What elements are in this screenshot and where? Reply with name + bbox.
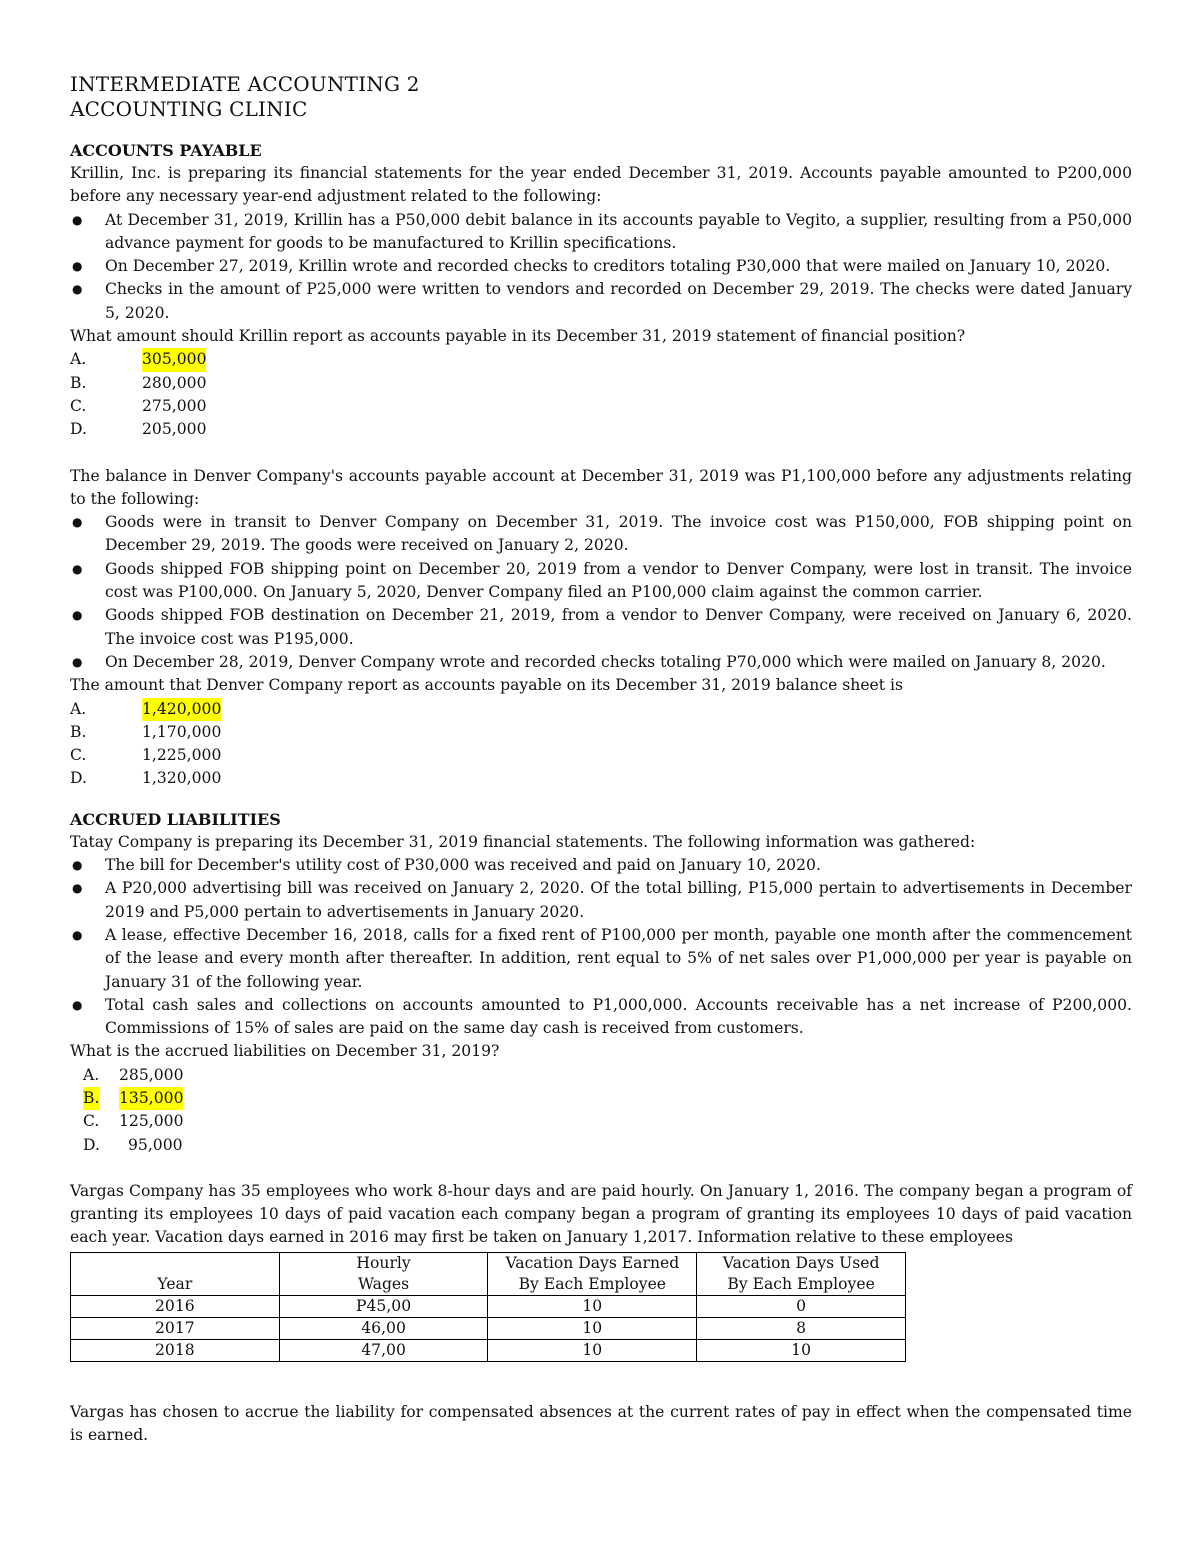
bullet-icon: ● xyxy=(72,282,83,297)
doc-title-line1: INTERMEDIATE ACCOUNTING 2 xyxy=(70,72,420,96)
section-heading-accrued-liabilities: ACCRUED LIABILITIES xyxy=(70,809,281,829)
list-item: ● On December 28, 2019, Denver Company wrote and recorded checks totaling P70,000 which were mailed on January 8, 2020. xyxy=(70,651,1132,674)
section-heading-accounts-payable: ACCOUNTS PAYABLE xyxy=(70,141,262,160)
q4-closing: Vargas has chosen to accrue the liability for compensated absences at the current rates of pay in effect when the compensated time is earned. xyxy=(70,1402,1132,1445)
table-header-row: Year Wages By Each Employee By Each Employee xyxy=(71,1274,906,1296)
choice-item: D. 205,000 xyxy=(70,420,207,439)
list-item: ● Total cash sales and collections on accounts amounted to P1,000,000. Accounts receivable has a net increase of P200,000. Commissions of 15% of sales are paid on the same day cash is received from customers. xyxy=(72,995,1132,1038)
q1-intro: Krillin, Inc. is preparing its financial statements for the year ended December 31, 2019. Accounts payable amounted to P200,000 before any necessary year-end adjustment related to the following: xyxy=(70,164,1132,206)
choice-item: B. 280,000 xyxy=(70,373,207,392)
q2-choices xyxy=(70,698,1132,791)
table-row: 2016 P45,00 10 0 xyxy=(71,1295,906,1317)
bullet-icon: ● xyxy=(72,608,83,623)
choice-item xyxy=(70,1087,1132,1110)
choice-item: D. 95,000 xyxy=(83,1135,183,1154)
bullet-icon: ● xyxy=(72,858,83,873)
table-row: 2017 46,00 10 8 xyxy=(71,1317,906,1339)
bullet-icon: ● xyxy=(72,259,83,274)
q1-choices xyxy=(70,348,1132,441)
highlighted-answer: 135,000 xyxy=(119,1087,183,1110)
choice-item: A. 1,420,000 xyxy=(70,698,1132,721)
list-item: ● Goods shipped FOB destination on December 21, 2019, from a vendor to Denver Company, were received on January 6, 2020. The invoice cost was P195,000. xyxy=(72,606,1132,648)
doc-title-line2: ACCOUNTING CLINIC xyxy=(70,97,308,121)
bullet-icon: ● xyxy=(72,515,83,530)
list-item: ● A lease, effective December 16, 2018, calls for a fixed rent of P100,000 per month, payable one month after the commencement of the lease and every month after thereafter. In addition, rent equal to 5% of net sales over P1,000,000 per year is payable on January 31 of the following year. xyxy=(72,925,1132,991)
list-item: ● A P20,000 advertising bill was received on January 2, 2020. Of the total billing, P15,000 pertain to advertisements in December 2019 and P5,000 pertain to advertisements in January 2020. xyxy=(72,879,1132,921)
q2-question: The amount that Denver Company report as accounts payable on its December 31, 2019 balance sheet is xyxy=(70,676,903,695)
table-row: 2018 47,00 10 10 xyxy=(71,1339,906,1361)
list-item: ● Goods shipped FOB shipping point on December 20, 2019 from a vendor to Denver Company, were lost in transit. The invoice cost was P100,000. On January 5, 2020, Denver Company filed an P100,000 claim against the common carrier. xyxy=(72,559,1132,602)
highlighted-letter: B. xyxy=(83,1087,99,1110)
choice-item: C. 275,000 xyxy=(70,396,207,415)
table-header-row: Hourly Vacation Days Earned Vacation Days Used xyxy=(71,1252,906,1274)
choice-item: A. 305,000 xyxy=(70,348,1132,371)
bullet-icon: ● xyxy=(72,997,83,1012)
list-item: ● On December 27, 2019, Krillin wrote and recorded checks to creditors totaling P30,000 that were mailed on January 10, 2020. xyxy=(70,255,1132,278)
q2-bullet-list xyxy=(70,511,1132,674)
q3-question: What is the accrued liabilities on December 31, 2019? xyxy=(70,1042,500,1061)
choice-item: C. 1,225,000 xyxy=(70,746,222,765)
q2-intro: The balance in Denver Company's accounts payable account at December 31, 2019 was P1,100,000 before any adjustments relating to the following: xyxy=(70,466,1132,508)
bullet-icon: ● xyxy=(72,654,83,669)
vacation-table xyxy=(70,1252,906,1362)
bullet-icon: ● xyxy=(72,927,83,942)
q1-question: What amount should Krillin report as accounts payable in its December 31, 2019 statement of financial position? xyxy=(70,327,966,346)
document-page xyxy=(70,72,1132,1447)
choice-item: D. 1,320,000 xyxy=(70,769,222,788)
q3-intro: Tatay Company is preparing its December 31, 2019 financial statements. The following information was gathered: xyxy=(70,832,976,851)
highlighted-answer: 1,420,000 xyxy=(142,698,221,721)
q3-bullet-list xyxy=(70,854,1132,1040)
choice-item: B. 1,170,000 xyxy=(70,722,222,741)
bullet-icon: ● xyxy=(72,881,83,896)
q1-bullet-list xyxy=(70,209,1132,325)
highlighted-answer: 305,000 xyxy=(142,348,206,371)
list-item: ● Checks in the amount of P25,000 were written to vendors and recorded on December 29, 2019. The checks were dated January 5, 2020. xyxy=(72,280,1132,322)
q4-intro: Vargas Company has 35 employees who work 8-hour days and are paid hourly. On January 1, 2016. The company began a program of granting its employees 10 days of paid vacation each company began a program of granting its employees 10 days of paid vacation each year. Vacation days earned in 2016 may first be taken on January 1,2017. Information relative to these employees xyxy=(70,1181,1132,1247)
choice-item: C. 125,000 xyxy=(83,1112,184,1131)
bullet-icon: ● xyxy=(72,212,83,227)
q3-choices xyxy=(70,1064,1132,1157)
list-item: ● The bill for December's utility cost of P30,000 was received and paid on January 10, 2020. xyxy=(70,854,1132,877)
bullet-icon: ● xyxy=(72,561,83,576)
list-item: ● Goods were in transit to Denver Company on December 31, 2019. The invoice cost was P150,000, FOB shipping point on December 29, 2019. The goods were received on January 2, 2020. xyxy=(72,513,1132,555)
choice-item: A. 285,000 xyxy=(83,1065,184,1084)
list-item: ● At December 31, 2019, Krillin has a P50,000 debit balance in its accounts payable to Vegito, a supplier, resulting from a P50,000 advance payment for goods to be manufactured to Krillin specifications. xyxy=(72,210,1132,252)
